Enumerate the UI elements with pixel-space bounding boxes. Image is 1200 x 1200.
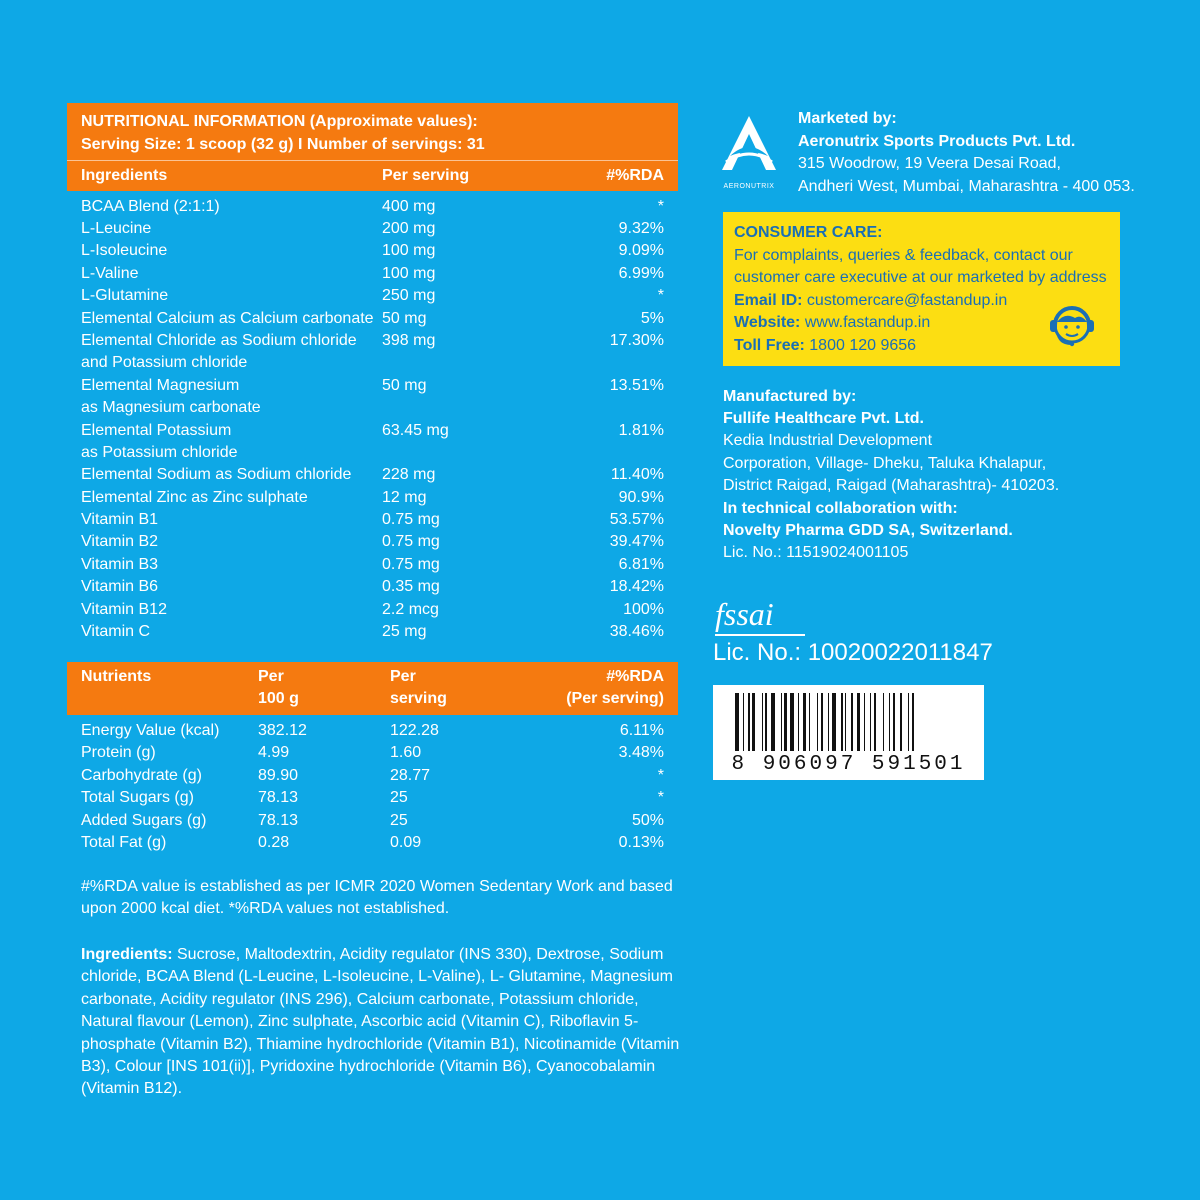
row-rda: 39.47%: [609, 533, 664, 550]
care-line-1: For complaints, queries & feedback, contact our: [734, 247, 1073, 264]
row-rda: 90.9%: [618, 489, 664, 506]
row-rda: 100%: [623, 601, 664, 618]
barcode-bar: [809, 693, 810, 751]
care-line-2: customer care executive at our marketed by address: [734, 269, 1107, 286]
website-label: Website:: [734, 314, 801, 331]
marketer-company: Aeronutrix Sports Products Pvt. Ltd.: [798, 133, 1076, 150]
row-name: Elemental Potassium as Potassium chloride: [81, 422, 238, 462]
row-amount: 0.75 mg: [382, 556, 440, 573]
barcode-bar: [748, 693, 749, 751]
row-amount: 25 mg: [382, 623, 427, 640]
manufacturer-company: Fullife Healthcare Pvt. Ltd.: [723, 410, 924, 427]
row-rda: *: [657, 789, 664, 806]
row-name: Vitamin C: [81, 623, 151, 640]
care-title: CONSUMER CARE:: [734, 224, 883, 241]
row-name: L-Valine: [81, 265, 139, 282]
fssai-lic: Lic. No.: 10020022011847: [713, 639, 993, 666]
barcode-bar: [803, 693, 806, 751]
col-rda-per-serving: #%RDA (Per serving): [566, 668, 664, 707]
nutrients-header: [67, 662, 678, 715]
row-perserving: 1.60: [390, 744, 422, 761]
barcode-digits: 8 906097 591501: [731, 753, 966, 776]
row-name: Carbohydrate (g): [81, 767, 202, 784]
col-ingredients: Ingredients: [81, 167, 168, 184]
row-name: L-Isoleucine: [81, 242, 168, 259]
marketed-by-label: Marketed by:: [798, 110, 897, 127]
serving-info: Serving Size: 1 scoop (32 g) I Number of servings: 31: [81, 136, 485, 153]
row-rda: 50%: [631, 812, 664, 829]
barcode-bar: [828, 693, 829, 751]
row-rda: *: [657, 198, 664, 215]
row-name: Vitamin B2: [81, 533, 159, 550]
row-rda: 0.13%: [618, 834, 664, 851]
barcode-bar: [912, 693, 915, 751]
row-amount: 0.75 mg: [382, 533, 440, 550]
row-rda: 18.42%: [609, 578, 664, 595]
barcode-bars: [735, 693, 971, 751]
aeronutrix-logo-text: AERONUTRIX: [723, 183, 775, 190]
row-name: BCAA Blend (2:1:1): [81, 198, 220, 215]
row-rda: 6.81%: [618, 556, 664, 573]
barcode-bar: [762, 693, 763, 751]
row-name: L-Leucine: [81, 220, 152, 237]
row-rda: *: [657, 287, 664, 304]
manufacturer-address-1: Kedia Industrial Development: [723, 432, 933, 449]
row-rda: 53.57%: [609, 511, 664, 528]
barcode-bar: [874, 693, 877, 751]
barcode-bar: [900, 693, 901, 751]
row-name: Elemental Sodium as Sodium chloride: [81, 466, 352, 483]
row-name: Total Sugars (g): [81, 789, 194, 806]
row-amount: 12 mg: [382, 489, 427, 506]
row-name: Elemental Magnesium as Magnesium carbonate: [81, 377, 261, 417]
row-rda: 5%: [640, 310, 664, 327]
row-perserving: 0.09: [390, 834, 422, 851]
tollfree-label: Toll Free:: [734, 337, 805, 354]
manufactured-by-label: Manufactured by:: [723, 388, 857, 405]
barcode-bar: [735, 693, 739, 751]
row-rda: 9.09%: [618, 242, 664, 259]
row-perserving: 25: [390, 812, 408, 829]
row-per100: 78.13: [258, 789, 299, 806]
row-name: Protein (g): [81, 744, 156, 761]
header-divider: [67, 160, 678, 161]
row-amount: 100 mg: [382, 242, 436, 259]
row-amount: 2.2 mcg: [382, 601, 439, 618]
row-rda: 17.30%: [609, 332, 664, 349]
barcode-bar: [790, 693, 794, 751]
row-perserving: 122.28: [390, 722, 439, 739]
row-amount: 50 mg: [382, 310, 427, 327]
manufacturer-address-3: District Raigad, Raigad (Maharashtra)- 410203.: [723, 477, 1060, 494]
row-rda: 38.46%: [609, 623, 664, 640]
tollfree-value: 1800 120 9656: [804, 337, 917, 354]
row-amount: 63.45 mg: [382, 422, 449, 439]
manufacturer-address-2: Corporation, Village- Dheku, Taluka Khalapur,: [723, 455, 1047, 472]
barcode-bar: [765, 693, 766, 751]
row-rda: 1.81%: [618, 422, 664, 439]
rda-note: #%RDA value is established as per ICMR 2020 Women Sedentary Work and based upon 2000 kcal diet. *%RDA values not established.: [81, 878, 673, 918]
row-per100: 89.90: [258, 767, 299, 784]
row-amount: 100 mg: [382, 265, 436, 282]
barcode-bar: [857, 693, 861, 751]
nutrition-header: [67, 103, 678, 191]
row-name: Vitamin B6: [81, 578, 159, 595]
barcode-bar: [817, 693, 818, 751]
row-perserving: 25: [390, 789, 408, 806]
row-amount: 200 mg: [382, 220, 436, 237]
col-per-serving: Per serving: [382, 167, 470, 184]
barcode-bar: [771, 693, 775, 751]
barcode-bar: [821, 693, 824, 751]
row-name: Energy Value (kcal): [81, 722, 220, 739]
row-name: Elemental Calcium as Calcium carbonate: [81, 310, 374, 327]
barcode-bar: [893, 693, 896, 751]
row-per100: 78.13: [258, 812, 299, 829]
row-rda: 13.51%: [609, 377, 664, 394]
col-nutrients: Nutrients: [81, 668, 152, 685]
email-value[interactable]: customercare@fastandup.in: [802, 292, 1008, 309]
barcode-bar: [798, 693, 799, 751]
collaboration-company: Novelty Pharma GDD SA, Switzerland.: [723, 522, 1013, 539]
row-name: Elemental Chloride as Sodium chloride and Potassium chloride: [81, 332, 357, 372]
row-rda: 9.32%: [618, 220, 664, 237]
barcode-bar: [864, 693, 865, 751]
barcode-bar: [784, 693, 787, 751]
row-amount: 398 mg: [382, 332, 436, 349]
row-amount: 50 mg: [382, 377, 427, 394]
marketer-address-2: Andheri West, Mumbai, Maharashtra - 400 053.: [798, 178, 1135, 195]
care-website: [734, 312, 930, 334]
row-name: Total Fat (g): [81, 834, 167, 851]
row-rda: 3.48%: [618, 744, 664, 761]
row-per100: 382.12: [258, 722, 307, 739]
row-amount: 0.75 mg: [382, 511, 440, 528]
row-rda: 6.11%: [619, 722, 664, 739]
row-amount: 400 mg: [382, 198, 436, 215]
barcode-bar: [743, 693, 744, 751]
marketer-address-1: 315 Woodrow, 19 Veera Desai Road,: [798, 155, 1061, 172]
fssai-underline: [715, 634, 805, 636]
ingredients-text: Sucrose, Maltodextrin, Acidity regulator (INS 330), Dextrose, Sodium chloride, BCAA Blend (L-Leucine, L-Isoleucine, L-Valine), L- Glutamine, Magnesium carbonate, Acidity regulator (INS 296), Calcium carbonate, Potassium chloride, Natural flavour (Lemon), Zinc sulphate, Ascorbic acid (Vitamin C), Riboflavin 5- phosphate (Vitamin B2), Thiamine hydrochloride (Vitamin B1), Nicotinamide (Vitamin B3), Colour [INS 101(ii)], Pyridoxine hydrochloride (Vitamin B6), Cyanocobalamin (Vitamin B12).: [81, 946, 680, 1098]
row-per100: 0.28: [258, 834, 290, 851]
barcode-bar: [851, 693, 854, 751]
barcode-bar: [832, 693, 836, 751]
row-name: Vitamin B1: [81, 511, 159, 528]
row-amount: 250 mg: [382, 287, 436, 304]
email-label: Email ID:: [734, 292, 803, 309]
manufacturer-lic: Lic. No.: 11519024001105: [723, 544, 909, 561]
row-rda: 6.99%: [618, 265, 664, 282]
row-name: L-Glutamine: [81, 287, 169, 304]
row-rda: 11.40%: [610, 466, 664, 483]
barcode-bar: [781, 693, 782, 751]
nutrition-title: NUTRITIONAL INFORMATION (Approximate values):: [81, 113, 478, 130]
row-rda: *: [657, 767, 664, 784]
col-per-100g: Per 100 g: [258, 668, 299, 707]
col-per-serving: Per serving: [390, 668, 447, 707]
barcode-bar: [908, 693, 909, 751]
barcode-bar: [752, 693, 755, 751]
barcode-bar: [889, 693, 890, 751]
barcode-bar: [883, 693, 884, 751]
row-name: Elemental Zinc as Zinc sulphate: [81, 489, 308, 506]
row-name: Vitamin B3: [81, 556, 159, 573]
col-rda: #%RDA: [606, 167, 664, 184]
care-email: [734, 290, 1007, 312]
barcode-bar: [845, 693, 846, 751]
fssai-logo: fssai: [715, 596, 774, 632]
row-amount: 0.35 mg: [382, 578, 440, 595]
collaboration-label: In technical collaboration with:: [723, 500, 958, 517]
website-value[interactable]: www.fastandup.in: [800, 314, 931, 331]
row-per100: 4.99: [258, 744, 290, 761]
support-agent-icon: [1045, 298, 1099, 352]
barcode-bar: [870, 693, 871, 751]
ingredients-label: Ingredients:: [81, 946, 173, 963]
barcode-bar: [841, 693, 842, 751]
care-tollfree: [734, 335, 916, 357]
row-name: Vitamin B12: [81, 601, 167, 618]
row-perserving: 28.77: [390, 767, 431, 784]
consumer-care-box: [723, 212, 1120, 366]
aeronutrix-logo: [716, 112, 782, 192]
aeronutrix-logo-icon: [716, 112, 782, 192]
barcode: [713, 685, 984, 780]
ingredients-statement: [81, 944, 681, 1101]
row-amount: 228 mg: [382, 466, 436, 483]
row-name: Added Sugars (g): [81, 812, 207, 829]
